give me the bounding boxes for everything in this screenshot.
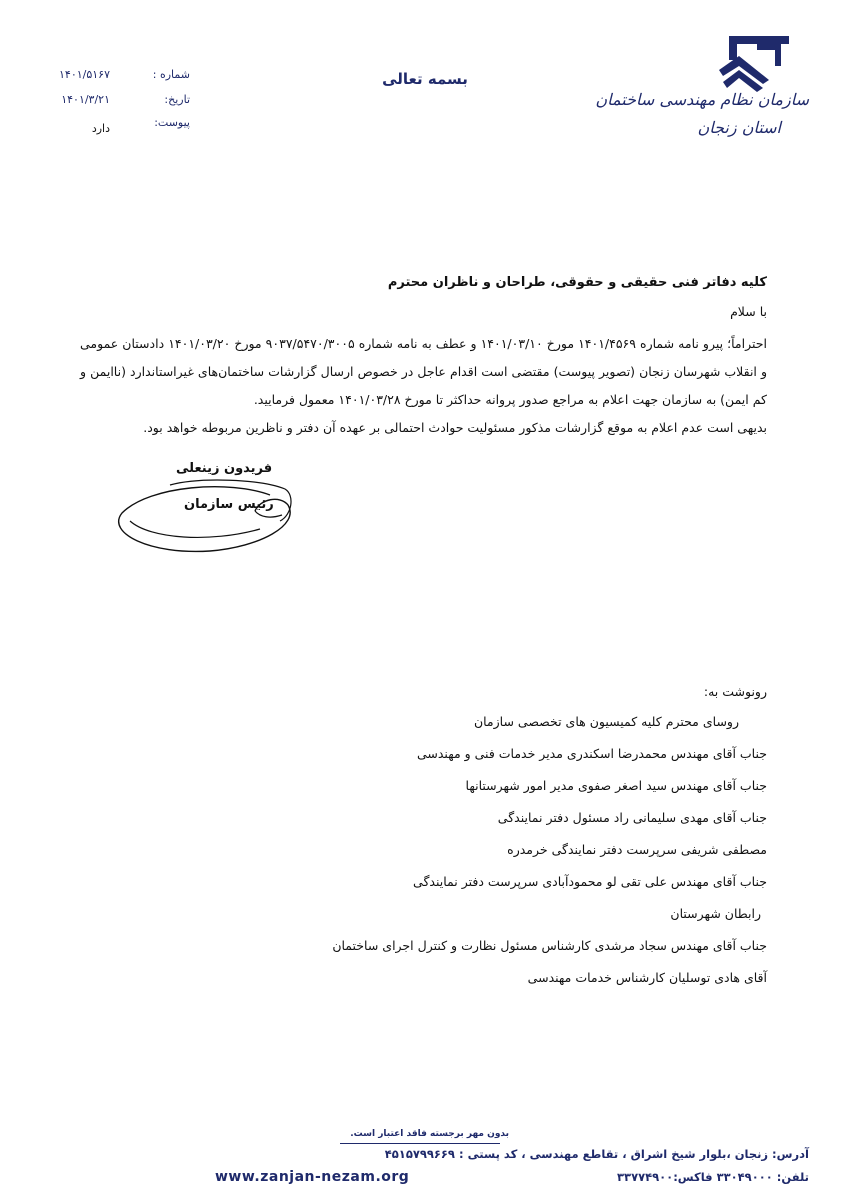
- org-name-line1: سازمان نظام مهندسی ساختمان: [595, 90, 809, 109]
- signature-block: [110, 455, 315, 565]
- footer-divider: [340, 1143, 500, 1144]
- footer-website-link[interactable]: www.zanjan-nezam.org: [215, 1169, 410, 1185]
- letter-date-label: تاریخ:: [164, 93, 190, 106]
- letter-number-label: شماره :: [152, 68, 190, 81]
- org-name-line2: استان زنجان: [697, 118, 781, 137]
- cc-item: جناب آقای مهدی سلیمانی راد مسئول دفتر نمایندگی: [497, 810, 767, 825]
- letter-number-value: ۱۴۰۱/۵۱۶۷: [59, 68, 110, 81]
- greeting: با سلام: [730, 304, 767, 319]
- attachment-value: دارد: [91, 122, 110, 135]
- body-paragraph-1: احتراماً؛ پیرو نامه شماره ۱۴۰۱/۴۵۶۹ مورخ ۱۴۰۱/۰۳/۱۰ و عطف به نامه شماره ۹۰۳۷/۵۴۷۰/۳۰۰۵ مورخ ۱۴۰۱/۰۳/۲۰ دادستان عمومی و انقلاب شهرسان زنجان (تصویر پیوست) مقتضی است اقدام عاجل در خصوص ارسال گزارشات ساختمان‌های غیراستاندارد (ناایمن و کم ایمن) به سازمان جهت اعلام به مراجع صدور پروانه حداکثر تا مورخ ۱۴۰۱/۰۳/۲۸ معمول فرمایید.: [80, 336, 767, 407]
- footer-address: آدرس: زنجان ،بلوار شیخ اشراق ، تقاطع مهندسی ، کد پستی : ۴۵۱۵۷۹۹۶۶۹: [384, 1147, 809, 1161]
- letter-date-value: ۱۴۰۱/۳/۲۱: [61, 93, 110, 106]
- cc-item: جناب آقای مهندس سید اصغر صفوی مدیر امور شهرستانها: [465, 778, 767, 793]
- cc-item: آقای هادی توسلیان کارشناس خدمات مهندسی: [527, 970, 767, 985]
- body-paragraph-2: بدیهی است عدم اعلام به موقع گزارشات مذکور مسئولیت حوادث احتمالی بر عهده آن دفتر و ناظرین مربوطه خواهد بود.: [143, 420, 767, 435]
- cc-item: روسای محترم کلیه کمیسیون های تخصصی سازمان: [473, 714, 739, 729]
- signatory-title: رئیس سازمان: [184, 497, 274, 512]
- letter-body: [80, 330, 767, 442]
- cc-item: جناب آقای مهندس علی تقی لو محمودآبادی سرپرست دفتر نمایندگی: [413, 874, 767, 889]
- signatory-name: فریدون زینعلی: [176, 461, 273, 476]
- cc-list: [332, 706, 767, 994]
- footer-phone: تلفن: ۳۳۰۴۹۰۰۰ فاکس:۳۳۷۷۴۹۰۰: [617, 1170, 809, 1184]
- cc-title: رونوشت به:: [703, 684, 767, 699]
- attachment-label: پیوست:: [154, 116, 190, 129]
- no-seal-note: بدون مهر برجسته فاقد اعتبار است.: [350, 1129, 509, 1139]
- cc-item: مصطفی شریفی سرپرست دفتر نمایندگی خرمدره: [507, 842, 767, 857]
- cc-item: جناب آقای مهندس محمدرضا اسکندری مدیر خدمات فنی و مهندسی: [416, 746, 767, 761]
- cc-item: رابطان شهرستان: [670, 906, 761, 921]
- basmala: بسمه تعالی: [382, 70, 468, 88]
- addressee: کلیه دفاتر فنی حقیقی و حقوقی، طراحان و ناظران محترم: [387, 275, 767, 290]
- cc-item: جناب آقای مهندس سجاد مرشدی کارشناس مسئول نظارت و کنترل اجرای ساختمان: [332, 938, 767, 953]
